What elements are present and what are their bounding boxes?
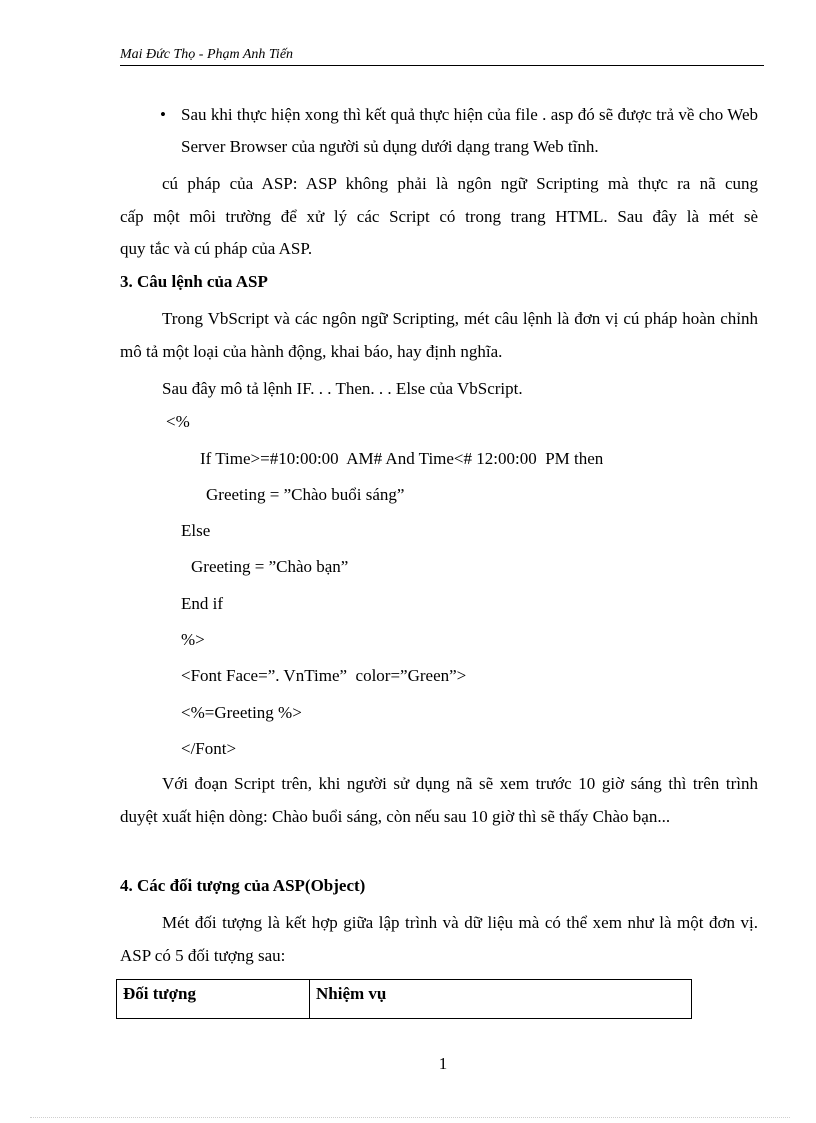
code-line-font-close: </Font> — [181, 739, 237, 758]
code-line-greeting-morning: Greeting = ”Chào buổi sáng” — [206, 485, 405, 504]
code-line-else: Else — [181, 521, 211, 540]
code-line-font-open: <Font Face=”. VnTime” color=”Green”> — [181, 666, 467, 685]
code-line-endif: End if — [181, 594, 224, 613]
para-objects: Mét đối tượng là kết hợp giữa lập trình và dữ liệu mà có thể xem như là một đơn vị. ASP có 5 đối tượng sau: — [120, 913, 758, 965]
heading-3: 3. Câu lệnh của ASP — [120, 272, 268, 291]
table-header-task: Nhiệm vụ — [310, 980, 692, 1019]
para-syntax-line2: cấp một môi trường để xử lý các Script có trong trang HTML. Sau đây là mét sè — [120, 207, 758, 226]
code-line-close: %> — [181, 630, 205, 649]
footer-divider — [30, 1117, 790, 1118]
heading-4: 4. Các đối tượng của ASP(Object) — [120, 876, 366, 895]
header-authors: Mai Đức Thọ - Phạm Anh Tiến — [120, 47, 294, 62]
para-statement: Trong VbScript và các ngôn ngữ Scripting, mét câu lệnh là đơn vị cú pháp hoàn chỉnh mô tả một loại của hành động, khai báo, hay định nghĩa. — [120, 309, 758, 361]
page-header — [120, 47, 764, 66]
bullet-dot-icon: • — [160, 105, 166, 124]
para-result: Với đoạn Script trên, khi người sử dụng nã sẽ xem trước 10 giờ sáng thì trên trình duyệt xuất hiện dòng: Chào buổi sáng, còn nếu sau 10 giờ thì sẽ thấy Chào bạn... — [120, 774, 758, 826]
para-syntax-line1: cú pháp của ASP: ASP không phải là ngôn ngữ Scripting mà thực ra nã cung — [162, 174, 758, 193]
code-line-greeting-hello: Greeting = ”Chào bạn” — [191, 557, 349, 576]
code-line-output: <%=Greeting %> — [181, 703, 302, 722]
para-if-intro: Sau đây mô tả lệnh IF. . . Then. . . Else của VbScript. — [162, 379, 523, 398]
bullet-text: Sau khi thực hiện xong thì kết quả thực hiện của file . asp đó sẽ được trả về cho Web Server Browser của người sủ dụng dưới dạng trang Web tĩnh. — [181, 105, 758, 156]
code-line-if: If Time>=#10:00:00 AM# And Time<# 12:00:00 PM then — [200, 449, 604, 468]
table-header-object: Đối tượng — [117, 980, 310, 1019]
code-line-open: <% — [166, 412, 190, 431]
table-header-row — [117, 980, 692, 1019]
para-syntax-line3: quy tắc và cú pháp của ASP. — [120, 239, 313, 258]
page-number: 1 — [438, 1054, 448, 1073]
bullet-item — [162, 99, 758, 163]
objects-table — [116, 979, 692, 1019]
